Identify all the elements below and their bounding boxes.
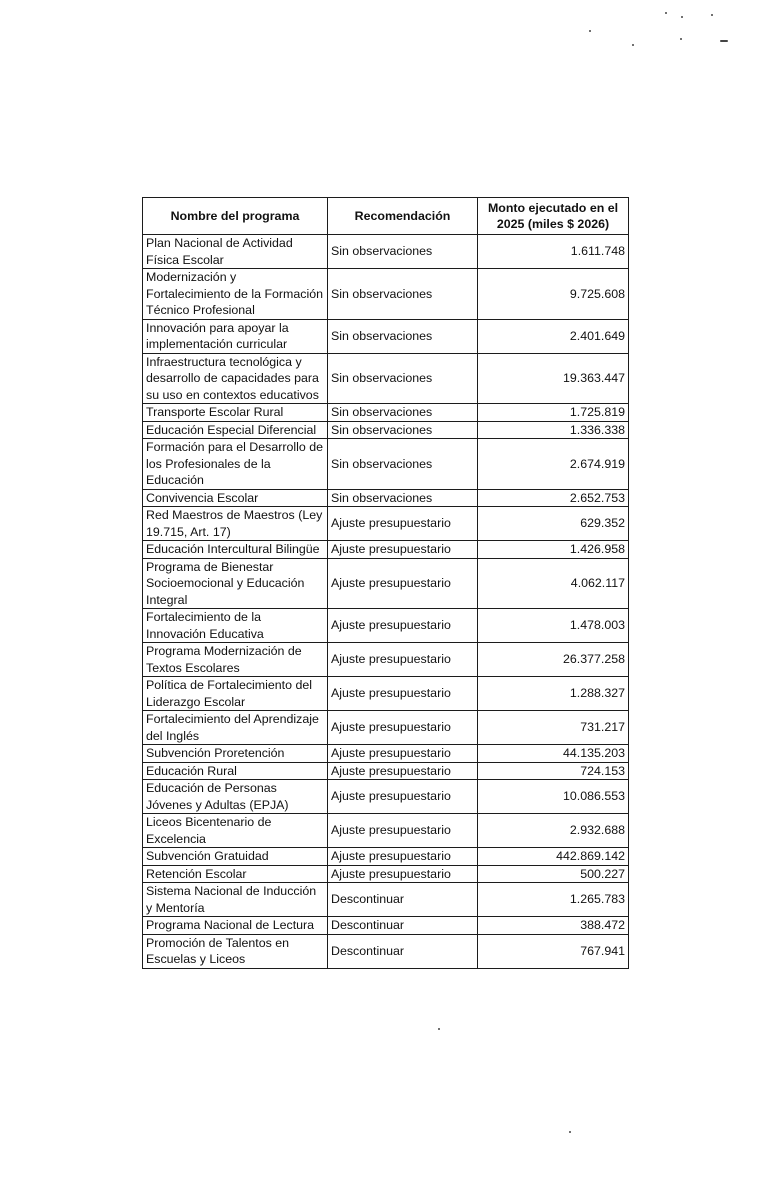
program-name-cell: Promoción de Talentos en Escuelas y Liceos	[143, 934, 328, 968]
table-row	[143, 934, 629, 968]
amount-cell: 2.932.688	[478, 814, 629, 848]
amount-cell: 629.352	[478, 507, 629, 541]
recommendation-cell: Ajuste presupuestario	[328, 541, 478, 559]
scan-speck	[632, 44, 634, 46]
table-row	[143, 814, 629, 848]
amount-cell: 44.135.203	[478, 745, 629, 763]
program-name-cell: Formación para el Desarrollo de los Profesionales de la Educación	[143, 439, 328, 490]
recommendation-cell: Ajuste presupuestario	[328, 780, 478, 814]
recommendation-cell: Sin observaciones	[328, 439, 478, 490]
program-name-cell: Convivencia Escolar	[143, 489, 328, 507]
table-row	[143, 745, 629, 763]
program-name-cell: Subvención Gratuidad	[143, 848, 328, 866]
programs-table	[142, 197, 629, 969]
scan-speck	[665, 12, 667, 14]
amount-cell: 2.401.649	[478, 319, 629, 353]
table-row	[143, 643, 629, 677]
recommendation-cell: Ajuste presupuestario	[328, 677, 478, 711]
recommendation-cell: Sin observaciones	[328, 404, 478, 422]
recommendation-cell: Sin observaciones	[328, 319, 478, 353]
recommendation-cell: Sin observaciones	[328, 421, 478, 439]
scan-speck	[711, 14, 713, 16]
program-name-cell: Educación Rural	[143, 762, 328, 780]
recommendation-cell: Ajuste presupuestario	[328, 643, 478, 677]
program-name-cell: Programa Modernización de Textos Escolares	[143, 643, 328, 677]
table-row	[143, 404, 629, 422]
amount-cell: 10.086.553	[478, 780, 629, 814]
table-row	[143, 319, 629, 353]
amount-cell: 4.062.117	[478, 558, 629, 609]
scan-speck	[438, 1028, 440, 1030]
table-row	[143, 507, 629, 541]
recommendation-cell: Ajuste presupuestario	[328, 865, 478, 883]
program-name-cell: Educación Intercultural Bilingüe	[143, 541, 328, 559]
table-row	[143, 883, 629, 917]
recommendation-cell: Ajuste presupuestario	[328, 848, 478, 866]
amount-cell: 731.217	[478, 711, 629, 745]
table-row	[143, 677, 629, 711]
table-row	[143, 489, 629, 507]
amount-cell: 1.478.003	[478, 609, 629, 643]
program-name-cell: Educación de Personas Jóvenes y Adultas (EPJA)	[143, 780, 328, 814]
program-name-cell: Innovación para apoyar la implementación curricular	[143, 319, 328, 353]
table-row	[143, 917, 629, 935]
table-row	[143, 711, 629, 745]
amount-cell: 500.227	[478, 865, 629, 883]
amount-cell: 1.336.338	[478, 421, 629, 439]
table-row	[143, 609, 629, 643]
amount-cell: 1.265.783	[478, 883, 629, 917]
table-row	[143, 269, 629, 320]
program-name-cell: Retención Escolar	[143, 865, 328, 883]
scan-speck	[681, 16, 683, 18]
header-program: Nombre del programa	[143, 198, 328, 235]
recommendation-cell: Ajuste presupuestario	[328, 762, 478, 780]
amount-cell: 388.472	[478, 917, 629, 935]
program-name-cell: Programa de Bienestar Socioemocional y Educación Integral	[143, 558, 328, 609]
header-amount: Monto ejecutado en el 2025 (miles $ 2026)	[478, 198, 629, 235]
table-row	[143, 780, 629, 814]
recommendation-cell: Ajuste presupuestario	[328, 609, 478, 643]
table-row	[143, 235, 629, 269]
table-row	[143, 848, 629, 866]
program-name-cell: Transporte Escolar Rural	[143, 404, 328, 422]
amount-cell: 19.363.447	[478, 353, 629, 404]
program-name-cell: Política de Fortalecimiento del Liderazgo Escolar	[143, 677, 328, 711]
header-recommendation: Recomendación	[328, 198, 478, 235]
recommendation-cell: Sin observaciones	[328, 353, 478, 404]
program-name-cell: Infraestructura tecnológica y desarrollo de capacidades para su uso en contextos educativos	[143, 353, 328, 404]
scan-speck	[589, 30, 591, 32]
table-body	[143, 235, 629, 969]
amount-cell: 767.941	[478, 934, 629, 968]
recommendation-cell: Descontinuar	[328, 883, 478, 917]
scan-speck	[720, 40, 728, 42]
amount-cell: 2.652.753	[478, 489, 629, 507]
program-name-cell: Fortalecimiento del Aprendizaje del Inglés	[143, 711, 328, 745]
table-row	[143, 541, 629, 559]
table-row	[143, 558, 629, 609]
amount-cell: 1.725.819	[478, 404, 629, 422]
recommendation-cell: Ajuste presupuestario	[328, 711, 478, 745]
program-name-cell: Fortalecimiento de la Innovación Educativa	[143, 609, 328, 643]
recommendation-cell: Ajuste presupuestario	[328, 558, 478, 609]
recommendation-cell: Ajuste presupuestario	[328, 507, 478, 541]
amount-cell: 724.153	[478, 762, 629, 780]
recommendation-cell: Sin observaciones	[328, 489, 478, 507]
amount-cell: 1.611.748	[478, 235, 629, 269]
program-name-cell: Subvención Proretención	[143, 745, 328, 763]
program-name-cell: Plan Nacional de Actividad Física Escolar	[143, 235, 328, 269]
program-name-cell: Sistema Nacional de Inducción y Mentoría	[143, 883, 328, 917]
table-row	[143, 865, 629, 883]
recommendation-cell: Descontinuar	[328, 934, 478, 968]
program-name-cell: Modernización y Fortalecimiento de la Formación Técnico Profesional	[143, 269, 328, 320]
amount-cell: 9.725.608	[478, 269, 629, 320]
recommendation-cell: Ajuste presupuestario	[328, 814, 478, 848]
amount-cell: 26.377.258	[478, 643, 629, 677]
recommendation-cell: Sin observaciones	[328, 235, 478, 269]
amount-cell: 1.288.327	[478, 677, 629, 711]
program-name-cell: Red Maestros de Maestros (Ley 19.715, Art. 17)	[143, 507, 328, 541]
recommendation-cell: Descontinuar	[328, 917, 478, 935]
table-row	[143, 421, 629, 439]
recommendation-cell: Ajuste presupuestario	[328, 745, 478, 763]
table-row	[143, 762, 629, 780]
table-row	[143, 439, 629, 490]
amount-cell: 2.674.919	[478, 439, 629, 490]
scan-speck	[569, 1131, 571, 1133]
amount-cell: 442.869.142	[478, 848, 629, 866]
table-row	[143, 353, 629, 404]
program-name-cell: Educación Especial Diferencial	[143, 421, 328, 439]
program-name-cell: Programa Nacional de Lectura	[143, 917, 328, 935]
scan-speck	[680, 38, 682, 40]
program-name-cell: Liceos Bicentenario de Excelencia	[143, 814, 328, 848]
amount-cell: 1.426.958	[478, 541, 629, 559]
table-header-row	[143, 198, 629, 235]
recommendation-cell: Sin observaciones	[328, 269, 478, 320]
